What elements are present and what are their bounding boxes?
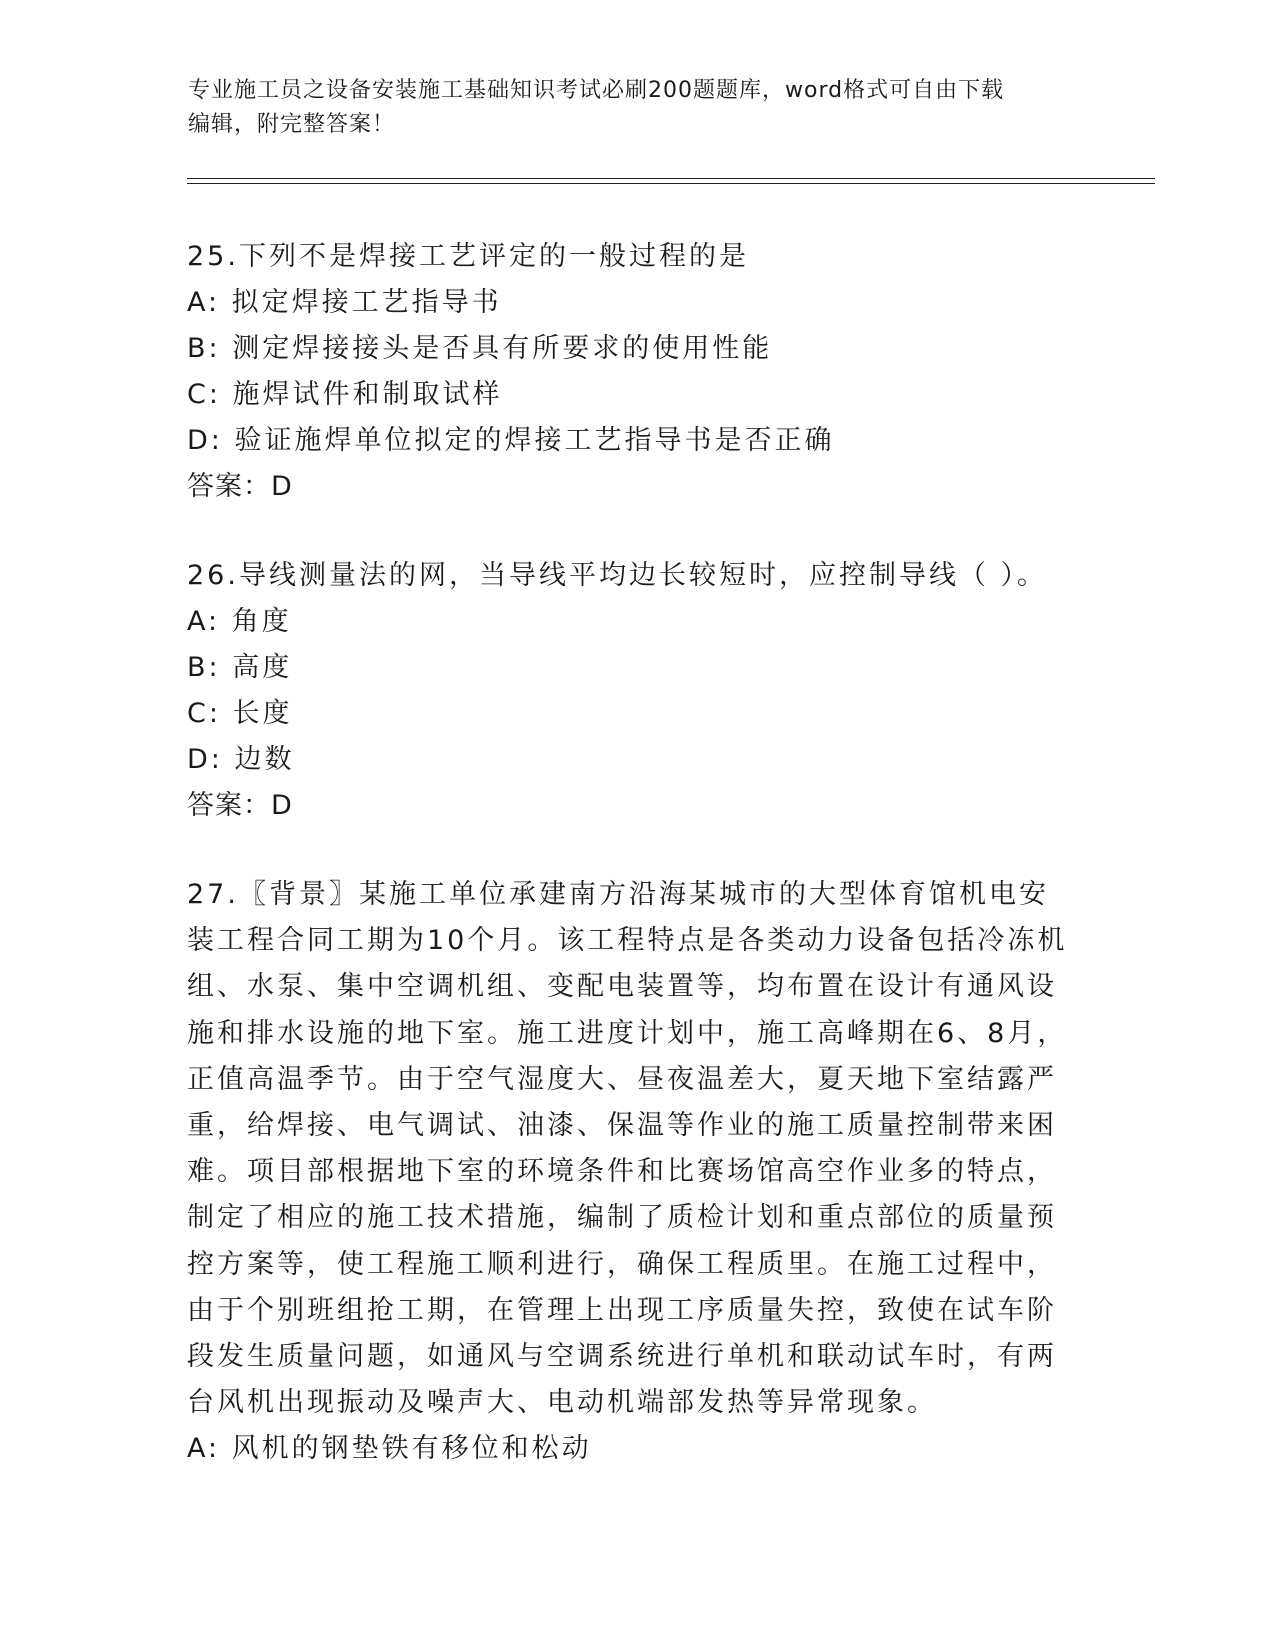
option-c: C: 施焊试件和制取试样: [187, 379, 503, 410]
answer-text: 答案：D: [187, 471, 293, 502]
question-stem: 26.导线测量法的网，当导线平均边长较短时，应控制导线（ ）。: [187, 560, 1048, 591]
header-line-2: 编辑，附完整答案！: [188, 112, 396, 137]
question-27: [187, 872, 1077, 1472]
header-divider-top: [187, 178, 1155, 179]
question-stem: 27.〖背景〗某施工单位承建南方沿海某城市的大型体育馆机电安装工程合同工期为10个月。该工程特点是各类动力设备包括冷冻机组、水泵、集中空调机组、变配电装置等，均布置在设计有通风设施和排水设施的地下室。施工进度计划中，施工高峰期在6、8月，正值高温季节。由于空气湿度大、昼夜温差大，夏天地下室结露严重，给焊接、电气调试、油漆、保温等作业的施工质量控制带来困难。项目部根据地下室的环境条件和比赛场馆高空作业多的特点，制定了相应的施工技术措施，编制了质检计划和重点部位的质量预控方案等，使工程施工顺利进行，确保工程质里。在施工过程中，由于个别班组抢工期，在管理上出现工序质量失控，致使在试车阶段发生质量问题，如通风与空调系统进行单机和联动试车时，有两台风机出现振动及噪声大、电动机端部发热等异常现象。: [187, 879, 1068, 1419]
option-b: B: 高度: [187, 652, 293, 683]
option-c: C: 长度: [187, 698, 293, 729]
header-line-1: 专业施工员之设备安装施工基础知识考试必刷200题题库，word格式可自由下载: [188, 78, 1005, 103]
question-stem: 25.下列不是焊接工艺评定的一般过程的是: [187, 241, 749, 272]
option-b: B: 测定焊接接头是否具有所要求的使用性能: [187, 333, 773, 364]
option-a: A: 拟定焊接工艺指导书: [187, 287, 502, 318]
option-a: A: 风机的钢垫铁有移位和松动: [187, 1433, 592, 1465]
header-divider-bottom: [187, 183, 1155, 184]
option-a: A: 角度: [187, 606, 292, 637]
option-d: D: 验证施焊单位拟定的焊接工艺指导书是否正确: [187, 425, 835, 456]
question-25: [187, 234, 1077, 510]
question-26: [187, 553, 1077, 829]
document-header: [188, 74, 1088, 142]
answer-text: 答案：D: [187, 790, 293, 821]
option-d: D: 边数: [187, 744, 295, 775]
